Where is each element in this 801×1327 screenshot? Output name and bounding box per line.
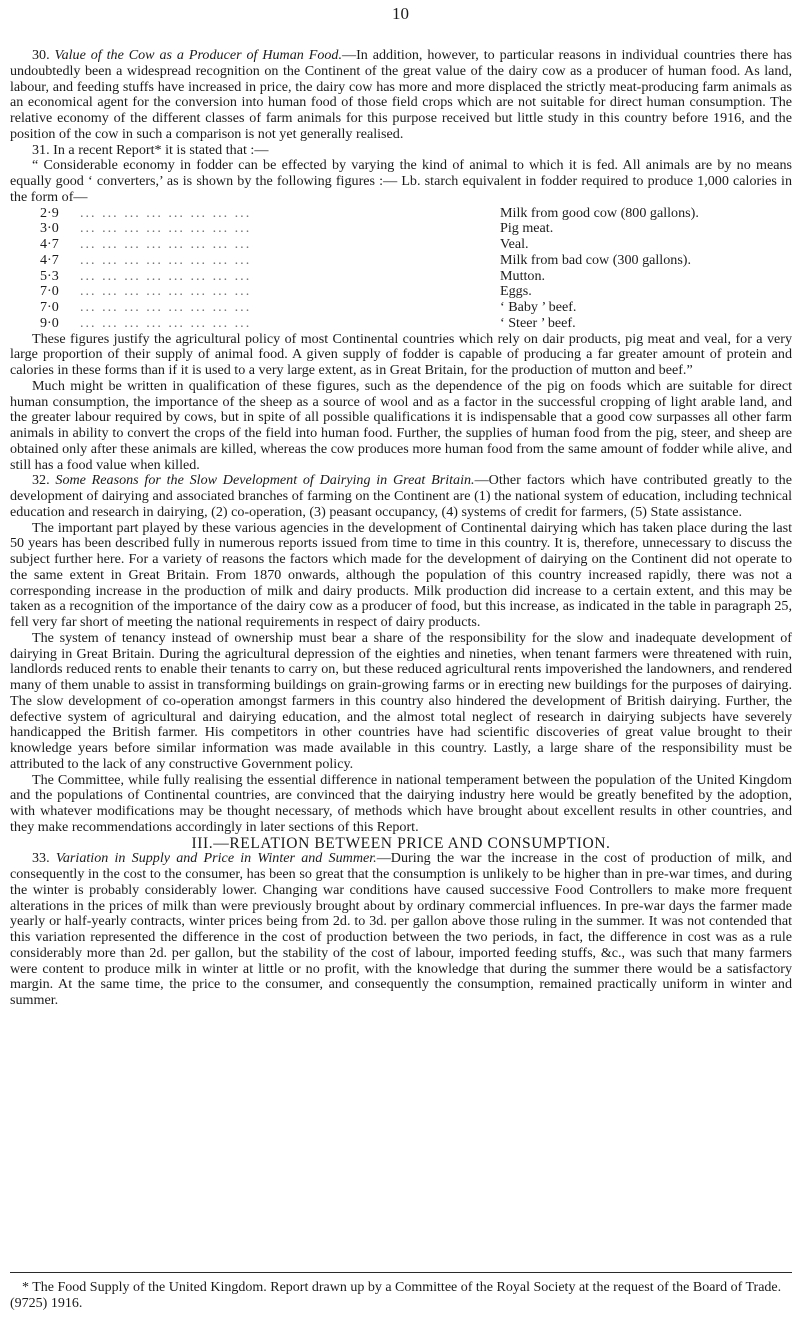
table-item: Veal.	[500, 236, 529, 252]
body-text	[10, 48, 792, 1009]
table-item: ‘ Baby ’ beef.	[500, 299, 577, 315]
table-value: 7·0	[40, 299, 59, 315]
paragraph-33	[10, 851, 792, 1009]
table-value: 9·0	[40, 314, 59, 331]
table-item: Eggs.	[500, 283, 532, 300]
paragraph-body: —During the war the increase in the cost of production of milk, and consequently in the cost to the consumer, has been so great that the consumption is unlikely to be higher than in pre-war times, and during the winter is probably considerably lower. Changing war conditions have caused successive Food Controllers to make more frequent alterations in the prices of milk than were previously brought about by ordinary commercial influences. In pre-war days the farmer made yearly or half-yearly contracts, winter prices being from 2d. to 3d. per gallon above those ruling in the summer. It was not contended that this variation represented the difference in the cost of production between the two periods, in fact, the difference in cost was as a rule considerably more than 2d. per gallon, but the stability of the cost of labour, imported feeding stuffs, &c., was such that many farmers were content to produce milk in winter at little or no profit, with the knowledge that during the summer there would be a satisfactory margin. At the same time, the price to the consumer, and consequently the consumption, remained practically uniform in winter and summer.	[10, 850, 792, 1008]
paragraph-body: —Other factors which have contributed greatly to the development of dairying and associated branches of farming on the Continent are (1) the national system of education, including technical education and research in dairying, (2) co-operation, (3) peasant occupancy, (4) systems of credit for farmers, (5) State assistance.	[10, 472, 792, 520]
table-value: 4·7	[40, 236, 59, 252]
leader-dots: ... ... ... ... ... ... ... ...	[80, 315, 252, 331]
table-row	[10, 237, 792, 253]
leader-dots: ... ... ... ... ... ... ... ...	[80, 237, 252, 252]
table-value: 7·0	[40, 283, 59, 300]
table-value: 4·7	[40, 251, 59, 268]
paragraph: The system of tenancy instead of ownership must bear a share of the responsibility for the slow and inadequate development of dairying in Great Britain. During the agricultural depression of the eighties and nineties, when tenant farmers were threatened with ruin, landlords reduced rents to enable their tenants to carry on, but these reduced agricultural rents impoverished the landowners, and rendered many of them unable to assist in transforming buildings on grain-growing farms or in erecting new buildings for the purposes of dairying. The slow development of co-operation amongst farmers in this country also hindered the development of British dairying. Further, the defective system of agricultural and dairying education, and the almost total neglect of research in dairying subjects have severely handicapped the British farmer. His competitors in other countries have had scientific discoveries of great value brought to their knowledge years before similar information was made available in this country. Lastly, a large share of the responsibility must be attributed to the lack of any constructive Government policy.	[10, 629, 792, 772]
leader-dots: ... ... ... ... ... ... ... ...	[80, 284, 252, 300]
table-item: Milk from bad cow (300 gallons).	[500, 251, 692, 268]
paragraph: Much might be written in qualification of these figures, such as the dependence of the pig on foods which are suitable for direct human consumption, the importance of the sheep as a source of wool and as a factor in the successful cropping of light arable land, and the greater labour required by cows, but in spite of all possible qualifications it is indispensable that a good cow surpasses all other farm animals in ability to convert the crops of the field into human food. Further, the supplies of human food from the pig, steer, and sheep are obtained only after these animals are killed, whereas the cow produces more human food from the same amount of fodder while alive, and still has a food value when killed.	[10, 377, 792, 473]
paragraph-number: 30.	[32, 47, 50, 63]
paragraph-number: 31.	[32, 141, 50, 158]
table-row	[10, 269, 792, 285]
paragraph-30	[10, 48, 792, 143]
paragraph-31	[10, 143, 792, 159]
table-item: ‘ Steer ’ beef.	[500, 314, 576, 331]
paragraph-body: —In addition, however, to particular reasons in individual countries there has undoubtedly been a widespread recognition on the Continent of the great value of the dairy cow as a producer of human food. As land, labour, and feeding stuffs have increased in price, the dairy cow has more and more displaced the strictly meat-producing farm animals as an economical agent for the conversion into human food of those field crops which are not suitable for direct human consumption. The relative economy of the different classes of farm animals for this purpose received but little study in this country before 1916, and the position of the cow in such a comparison is not yet generally realised.	[10, 47, 792, 142]
paragraph: These figures justify the agricultural policy of most Continental countries which rely on dair products, pig meat and veal, for a very large proportion of their supply of animal food. A given supply of fodder is capable of producing a far greater amount of protein and calories in these forms than if it is used to a very large extent, as in Great Britain, for the production of mutton and beef.”	[10, 330, 792, 378]
paragraph: The Committee, while fully realising the essential difference in national temperament between the population of the United Kingdom and the populations of Continental countries, are convinced that the dairying industry here would be greatly benefited by the adoption, with whatever modifications may be thought necessary, of methods which have brought about excellent results in other countries, and they make recommendations accordingly in later sections of this Report.	[10, 771, 792, 835]
table-item: Mutton.	[500, 267, 546, 284]
table-row	[10, 300, 792, 316]
paragraph-32	[10, 473, 792, 520]
table-value: 5·3	[40, 267, 59, 284]
paragraph-title: Variation in Supply and Price in Winter and Summer.	[55, 850, 377, 867]
table-item: Pig meat.	[500, 220, 554, 237]
leader-dots: ... ... ... ... ... ... ... ...	[80, 221, 252, 237]
footnote: * The Food Supply of the United Kingdom. Report drawn up by a Committee of the Royal Society at the request of the Board of Trade. (9725) 1916.	[10, 1280, 782, 1311]
leader-dots: ... ... ... ... ... ... ... ...	[80, 252, 252, 268]
paragraph-title: Value of the Cow as a Producer of Human Food.	[54, 47, 342, 63]
leader-dots: ... ... ... ... ... ... ... ...	[80, 268, 252, 284]
table-value: 2·9	[40, 204, 59, 221]
footnote-rule	[10, 1272, 792, 1273]
table-row	[10, 316, 792, 332]
table-row	[10, 221, 792, 237]
table-value: 3·0	[40, 220, 59, 237]
leader-dots: ... ... ... ... ... ... ... ...	[80, 300, 252, 315]
fodder-table	[10, 206, 792, 332]
leader-dots: ... ... ... ... ... ... ... ...	[80, 205, 252, 221]
paragraph-number: 33.	[32, 850, 50, 867]
table-row	[10, 206, 792, 222]
page-number: 10	[392, 4, 409, 23]
table-row	[10, 284, 792, 300]
section-heading: III.—RELATION BETWEEN PRICE AND CONSUMPTION.	[191, 834, 611, 852]
paragraph-title: Some Reasons for the Slow Development of Dairying in Great Britain.	[55, 472, 475, 489]
table-item: Milk from good cow (800 gallons).	[500, 204, 699, 221]
paragraph-number: 32.	[32, 472, 50, 489]
quotation: “ Considerable economy in fodder can be effected by varying the kind of animal to which it is fed. All animals are by no means equally good ‘ converters,’ as is shown by the following figures :— Lb. starch equivalent in fodder required to produce 1,000 calories in the form of—	[10, 157, 792, 205]
paragraph: The important part played by these various agencies in the development of Continental dairying which has taken place during the last 50 years has been described fully in numerous reports issued from time to time in this country. It is, therefore, unnecessary to discuss the subject further here. For a variety of reasons the factors which made for the development of dairying on the Continent did not operate to the same extent in Great Britain. From 1870 onwards, although the population of this country increased rapidly, there was not a corresponding increase in the production of milk and dairy products. Milk production did increase to a certain extent, and this may be taken as a recognition of the importance of the dairy cow as a producer of food, but this increase, as indicated in the table in paragraph 25, fell very far short of meeting the national requirements in respect of dairy products.	[10, 519, 792, 630]
paragraph-intro: In a recent Report* it is stated that :—	[53, 141, 269, 158]
table-row	[10, 253, 792, 269]
